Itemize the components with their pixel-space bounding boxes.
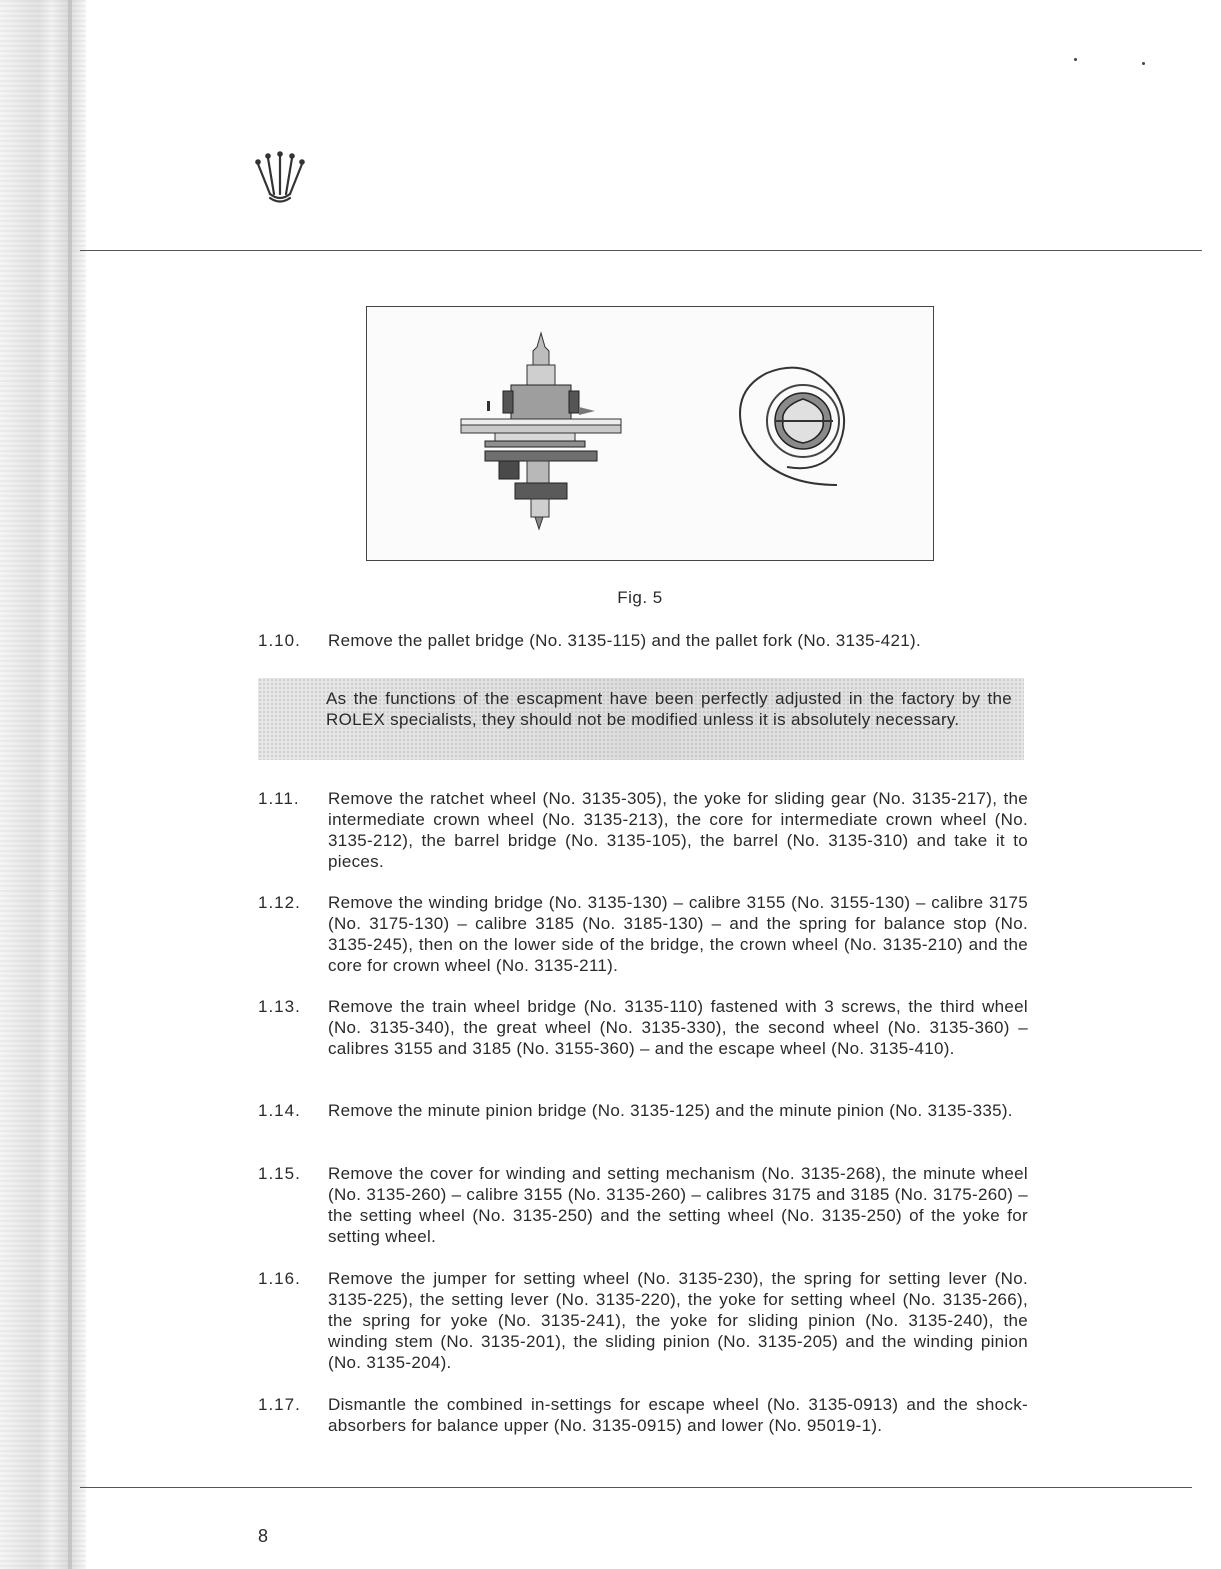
footer-rule bbox=[80, 1487, 1192, 1488]
step-text: Remove the minute pinion bridge (No. 3135-125) and the minute pinion (No. 3135-335). bbox=[328, 1101, 1013, 1120]
step-1-14 bbox=[258, 1100, 1028, 1121]
step-text: Remove the train wheel bridge (No. 3135-110) fastened with 3 screws, the third wheel (No. 3135-340), the great wheel (No. 3135-330), the second wheel (No. 3135-360) – calibres 3155 and 3185 (No. 3155-360) – and the escape wheel (No. 3135-410). bbox=[328, 997, 1028, 1058]
step-number: 1.14. bbox=[258, 1101, 301, 1120]
step-number: 1.16. bbox=[258, 1269, 301, 1288]
balance-spring-drawing bbox=[740, 368, 844, 485]
crown-logo-icon bbox=[252, 148, 308, 208]
header-rule bbox=[80, 250, 1202, 251]
step-number: 1.13. bbox=[258, 997, 301, 1016]
step-number: 1.11. bbox=[258, 789, 300, 808]
step-text: Remove the ratchet wheel (No. 3135-305), the yoke for sliding gear (No. 3135-217), the intermediate crown wheel (No. 3135-213), the core for intermediate crown wheel (No. 3135-212), the barrel bridge (No. 3135-105), the barrel (No. 3135-310) and take it to pieces. bbox=[328, 789, 1028, 871]
step-number: 1.15. bbox=[258, 1164, 301, 1183]
figure-5 bbox=[366, 306, 934, 561]
step-1-16 bbox=[258, 1268, 1028, 1373]
page-number: 8 bbox=[258, 1526, 269, 1546]
step-1-13 bbox=[258, 996, 1028, 1059]
step-text: Remove the winding bridge (No. 3135-130) – calibre 3155 (No. 3155-130) – calibre 3175 (No. 3175-130) – calibre 3185 (No. 3185-130) – and the spring for balance stop (No. 3135-245), then on the lower side of the bridge, the crown wheel (No. 3135-210) and the core for crown wheel (No. 3135-211). bbox=[328, 893, 1028, 975]
step-text: Dismantle the combined in-settings for escape wheel (No. 3135-0913) and the shock-absorbers for balance upper (No. 3135-0915) and lower (No. 95019-1). bbox=[328, 1395, 1028, 1435]
step-text: Remove the jumper for setting wheel (No. 3135-230), the spring for setting lever (No. 3135-225), the setting lever (No. 3135-220), the yoke for setting wheel (No. 3135-266), the spring for yoke (No. 3135-241), the yoke for sliding pinion (No. 3135-240), the winding stem (No. 3135-201), the sliding pinion (No. 3135-205) and the winding pinion (No. 3135-204). bbox=[328, 1269, 1028, 1372]
pallet-assembly-drawing bbox=[461, 333, 621, 529]
scan-speck bbox=[1074, 58, 1077, 61]
escapement-illustration bbox=[367, 307, 933, 560]
step-1-11 bbox=[258, 788, 1028, 872]
step-1-10 bbox=[258, 630, 1028, 651]
step-1-15 bbox=[258, 1163, 1028, 1247]
step-1-12 bbox=[258, 892, 1028, 976]
step-1-17 bbox=[258, 1394, 1028, 1436]
binding-edge bbox=[0, 0, 86, 1569]
step-number: 1.17. bbox=[258, 1395, 301, 1414]
step-number: 1.10. bbox=[258, 631, 301, 650]
step-text: Remove the pallet bridge (No. 3135-115) and the pallet fork (No. 3135-421). bbox=[328, 631, 921, 650]
step-number: 1.12. bbox=[258, 893, 301, 912]
step-text: Remove the cover for winding and setting mechanism (No. 3135-268), the minute wheel (No. 3135-260) – calibre 3155 (No. 3135-260) – calibres 3175 and 3185 (No. 3175-260) – the setting wheel (No. 3135-250) and the setting wheel (No. 3135-250) of the yoke for setting wheel. bbox=[328, 1164, 1028, 1246]
figure-caption: Fig. 5 bbox=[617, 588, 663, 607]
warning-note bbox=[258, 678, 1024, 760]
note-text: As the functions of the escapment have been perfectly adjusted in the factory by the ROLEX specialists, they should not be modified unless it is absolutely necessary. bbox=[326, 689, 1012, 729]
scan-speck bbox=[1142, 62, 1145, 65]
